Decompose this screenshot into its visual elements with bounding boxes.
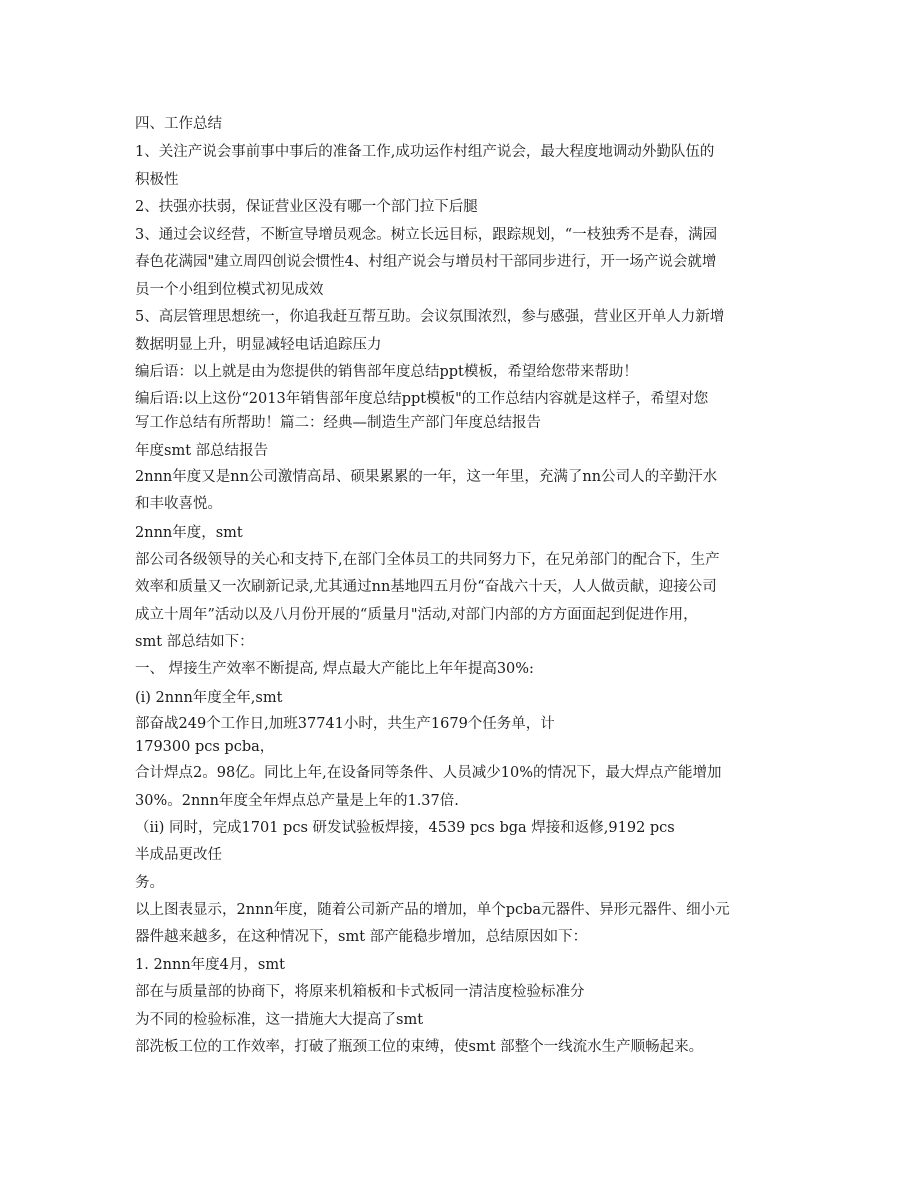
text-line: 器件越来越多，在这种情况下，smt 部产能稳步增加，总结原因如下： bbox=[135, 929, 588, 945]
text-line: 以上图表显示，2nnn年度，随着公司新产品的增加，单个pcba元器件、异形元器件、细小元 bbox=[135, 902, 730, 918]
text-line: 2nnn年度又是nn公司激情高昂、硕果累累的一年，这一年里，充满了nn公司人的辛勤汗水 bbox=[135, 469, 718, 485]
section-heading: 四、工作总结 bbox=[135, 116, 222, 132]
text-line: 1. 2nnn年度4月，smt bbox=[135, 957, 285, 973]
text-line: 春色花满园"建立周四创说会惯性4、村组产说会与增员村干部同步进行，开一场产说会就增 bbox=[135, 254, 717, 270]
text-line: 1、关注产说会事前事中事后的准备工作,成功运作村组产说会，最大程度地调动外勤队伍的 bbox=[135, 144, 715, 160]
text-line: 30%。2nnn年度全年焊点总产量是上年的1.37倍. bbox=[135, 793, 459, 809]
text-line: 和丰收喜悦。 bbox=[135, 496, 222, 512]
text-line: 部公司各级领导的关心和支持下,在部门全体员工的共同努力下，在兄弟部门的配合下，生产 bbox=[135, 552, 720, 568]
text-line: 合计焊点2。98亿。同比上年,在设备同等条件、人员减少10%的情况下，最大焊点产能增加 bbox=[135, 765, 722, 781]
text-line: 部洗板工位的工作效率，打破了瓶颈工位的束缚，使smt 部整个一线流水生产顺畅起来。 bbox=[135, 1039, 704, 1055]
text-line: 2、扶强亦扶弱，保证营业区没有哪一个部门拉下后腿 bbox=[135, 199, 478, 215]
text-line: 2nnn年度，smt bbox=[135, 525, 243, 541]
text-line: 编后语：以上就是由为您提供的销售部年度总结ppt模板，希望给您带来帮助！ bbox=[135, 364, 638, 380]
text-line: 积极性 bbox=[135, 172, 179, 188]
subheading: 一、 焊接生产效率不断提高, 焊点最大产能比上年年提高30%: bbox=[135, 661, 534, 677]
text-line: 成立十周年”活动以及八月份开展的“质量月"活动,对部门内部的方方面面起到促进作用， bbox=[135, 607, 698, 623]
text-line: 数据明显上升，明显减轻电话追踪压力 bbox=[135, 337, 382, 353]
text-line: 为不同的检验标准，这一措施大大提高了smt bbox=[135, 1012, 424, 1028]
text-line: 编后语:以上这份“2013年销售部年度总结ppt模板"的工作总结内容就是这样子，希望对您 bbox=[135, 391, 709, 407]
text-line: 效率和质量又一次刷新记录,尤其通过nn基地四五月份“奋战六十天，人人做贡献，迎接公司 bbox=[135, 579, 717, 595]
text-line: 部奋战249个工作日,加班37741小时，共生产1679个任务单，计 bbox=[135, 716, 555, 732]
text-line: 部在与质量部的协商下，将原来机箱板和卡式板同一清洁度检验标准分 bbox=[135, 984, 585, 1000]
text-line: 179300 pcs pcba， bbox=[135, 739, 275, 755]
text-line: 5、高层管理思想统一，你追我赶互帮互助。会议氛围浓烈，参与感强，营业区开单人力新增 bbox=[135, 309, 725, 325]
text-line: 半成品更改任 bbox=[135, 847, 222, 863]
text-line: 写工作总结有所帮助！篇二：经典—制造生产部门年度总结报告 bbox=[135, 415, 541, 431]
text-line: smt 部总结如下： bbox=[135, 634, 254, 650]
text-line: （ii) 同时，完成1701 pcs 研发试验板焊接，4539 pcs bga 焊接和返修,9192 pcs bbox=[135, 820, 675, 836]
text-line: (i) 2nnn年度全年,smt bbox=[135, 690, 283, 706]
text-line: 务。 bbox=[135, 875, 164, 891]
text-line: 员一个小组到位模式初见成效 bbox=[135, 282, 324, 298]
text-line: 3、通过会议经营，不断宣导增员观念。树立长远目标，跟踪规划，“一枝独秀不是春，满园 bbox=[135, 227, 718, 243]
report-title: 年度smt 部总结报告 bbox=[135, 443, 269, 459]
